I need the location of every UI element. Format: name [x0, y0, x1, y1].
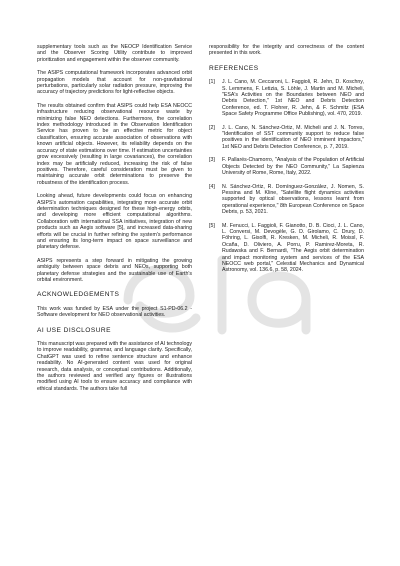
reference-number: [1] [209, 79, 215, 86]
left-column [37, 44, 192, 399]
reference-text: F. Pallarés-Chamorro, "Analysis of the Population of Artificial Objects Detected by the NEO Community," La Sapienza University of Rome, Rome, Italy, 2022. [222, 157, 364, 177]
body-paragraph: The results obtained confirm that ASIPS could help ESA NEOCC infrastructure reducing observational resource waste by minimizing false NEO detections. Furthermore, the correlation index methodology introduced in the Observation Identification Service has proven to be an effective metric for object classification, ensuring accurate association of observations with known artificial objects. However, its reliability depends on the accuracy of state estimations over time. If estimation uncertainties grow excessively (resulting in large covariances), the correlation index may be artificially reduced, increasing the risk of false positives. Therefore, careful consideration must be given to maintaining accurate orbit determinations to preserve the robustness of the identification process. [37, 102, 192, 186]
reference-number: [5] [209, 222, 215, 229]
body-paragraph: Looking ahead, future developments could focus on enhancing ASIPS's automation capabilities, integrating more accurate orbit determination techniques designed for these high-energy orbits, and developing more efficient computational algorithms. Collaboration with international SSA initiatives, integration of new products such as Aegis software [5], and increased data-sharing efforts will be crucial in further refining the system's performance and ensuring its long-term impact on space surveillance and planetary defense. [37, 193, 192, 251]
intro-paragraph: supplementary tools such as the NEOCP Identification Service and the Observer Scoring Utility contribute to improved prioritization and engagement within the observer community. [37, 44, 192, 63]
reference-text: J. L. Cano, M. Ceccaroni, L. Faggioli, R. Jehn, D. Koschny, S. Lemmens, F. Letizia, S. Löhle, J. Martin and M. Micheli, "ESA's Activities on the Boundaries between NEO and Debris Detection," 1st NEO and Debris Detection Conference, ed. T. Flohrer, R. Jehn, & F. Schmitz (ESA Space Safety Programme Office Publishing), vol. 470, 2019. [222, 79, 364, 118]
reference-item [209, 157, 364, 176]
body-paragraph: ASIPS represents a step forward in mitigating the growing ambiguity between space debris and NEOs, supporting both planetary defense strategies and the sustainable use of Earth's orbital environment. [37, 257, 192, 283]
reference-number: [3] [209, 157, 215, 164]
ai-disclosure-text: This manuscript was prepared with the assistance of AI technology to improve readability, grammar, and language clarity. Specifically, ChatGPT was used to refine sentence structure and enhance readability. No AI-generated content was used for original research, data analysis, or conceptual contributions. Additionally, the authors reviewed and verified any figures or illustrations modified using AI tools to ensure accuracy and compliance with ethical standards. The authors take full [37, 341, 192, 392]
ai-disclosure-heading: AI USE DISCLOSURE [37, 326, 111, 334]
reference-item [209, 184, 364, 216]
reference-number: [4] [209, 183, 215, 190]
reference-number: [2] [209, 124, 215, 131]
acknowledgements-heading: ACKNOWLEDGEMENTS [37, 291, 120, 299]
acknowledgements-text: This work was funded by ESA under the project S1-PD-06.2 - Software development for NEO observational activities. [37, 305, 192, 319]
reference-item [209, 79, 364, 117]
reference-text: N. Sánchez-Ortiz, R. Domínguez-González, J. Nomen, S. Pessina and M. Kline, "Satellite flight dynamics activities supported by optical observations, lessons learnt from operational experience," 8th European Conference on Space Debris, p. 53, 2021. [222, 183, 364, 216]
references-heading: REFERENCES [209, 64, 259, 72]
body-paragraph: The ASIPS computational framework incorporates advanced orbit propagation models that account for non-gravitational perturbations, particularly solar radiation pressure, improving the accuracy of trajectory predictions for light-reflective objects. [37, 70, 192, 96]
reference-item [209, 223, 364, 274]
reference-item [209, 125, 364, 151]
right-column [209, 44, 364, 281]
reference-text: M. Fenucci, L. Faggioli, F. Gianotto, D. B. Cioci, J. L. Cano, L. Conversi, M. Devogèle, G. D. Girolamo, C. Drury, D. Föhring, L. Gisolfi, R. Kresken, M. Micheli, R. Moissl, F. Ocaña, D. Oliviero, A. Porru, P. Ramirez-Moreta, R. Rudawska and F. Bernardi, "The Aegis orbit determination and impact monitoring system and services of the ESA NEOCC web portal," Celestial Mechanics and Dynamical Astronomy, vol. 136.6, p. 58, 2024. [222, 222, 364, 274]
reference-text: J. L. Cano, N. Sánchez-Ortiz, M. Micheli and J. N. Torres, "Identification of SST community support to reduce false positives in the identification of NEO imminent impactors," 1st NEO and Debris Detection Conference, p. 7, 2019. [222, 124, 364, 150]
references-list [209, 79, 364, 274]
continuation-paragraph: responsibility for the integrity and correctness of the content presented in this work. [209, 44, 364, 57]
